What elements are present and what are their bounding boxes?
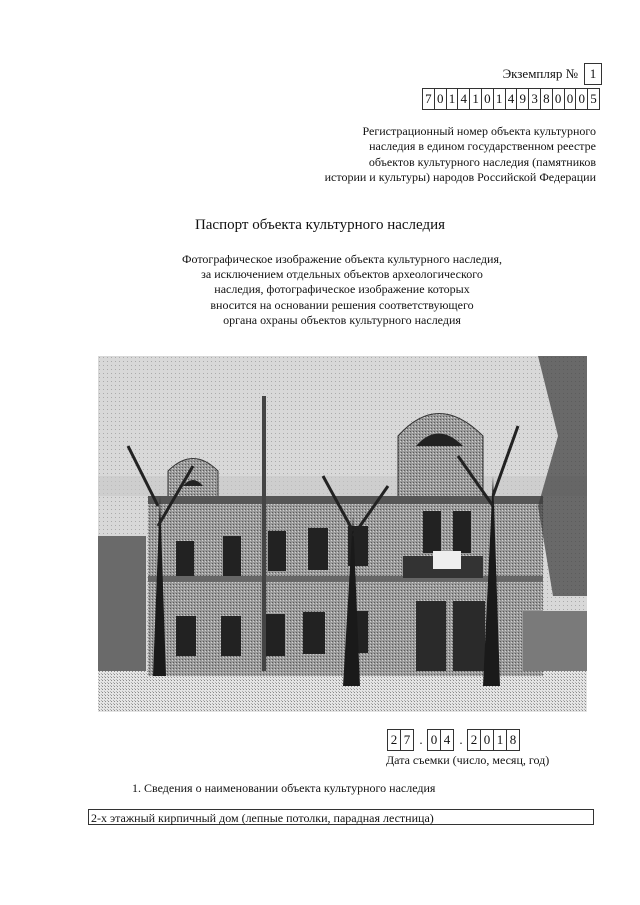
building-photo-svg bbox=[98, 356, 587, 712]
reg-digit: 4 bbox=[505, 88, 518, 110]
date-month-digit: 0 bbox=[427, 729, 441, 751]
page-title: Паспорт объекта культурного наследия bbox=[194, 217, 446, 233]
object-name-field: 2-х этажный кирпичный дом (лепные потолки, парадная лестница) bbox=[88, 809, 594, 825]
photo-description-line: Фотографическое изображение объекта культурного наследия, bbox=[182, 252, 502, 266]
reg-digit: 5 bbox=[587, 88, 600, 110]
date-year-digit: 2 bbox=[467, 729, 481, 751]
registration-number bbox=[423, 88, 600, 110]
photo-description bbox=[150, 252, 534, 328]
reg-digit: 1 bbox=[493, 88, 506, 110]
shoot-date-caption: Дата съемки (число, месяц, год) bbox=[386, 753, 550, 767]
registration-caption-line: Регистрационный номер объекта культурного bbox=[362, 124, 596, 138]
registration-caption-line: истории и культуры) народов Российской Федерации bbox=[324, 169, 596, 184]
photo-description-line: наследия, фотографическое изображение которых bbox=[214, 282, 470, 297]
reg-digit: 1 bbox=[446, 88, 459, 110]
building-photo bbox=[98, 356, 587, 712]
photo-description-line: за исключением отдельных объектов археологического bbox=[201, 267, 483, 282]
date-day-digit: 7 bbox=[400, 729, 414, 751]
reg-digit: 4 bbox=[457, 88, 470, 110]
date-day-digit: 2 bbox=[387, 729, 401, 751]
reg-digit: 3 bbox=[528, 88, 541, 110]
photo-description-line: органа охраны объектов культурного наследия bbox=[223, 312, 461, 327]
registration-caption bbox=[300, 124, 596, 185]
reg-digit: 0 bbox=[481, 88, 494, 110]
reg-digit: 0 bbox=[434, 88, 447, 110]
reg-digit: 8 bbox=[540, 88, 553, 110]
reg-digit: 0 bbox=[564, 88, 577, 110]
reg-digit: 0 bbox=[575, 88, 588, 110]
reg-digit: 1 bbox=[469, 88, 482, 110]
section-1-heading: 1. Сведения о наименовании объекта культурного наследия bbox=[132, 781, 436, 795]
reg-digit: 0 bbox=[552, 88, 565, 110]
registration-caption-line: наследия в едином государственном реестре bbox=[369, 139, 596, 154]
exemplar-field bbox=[430, 63, 602, 85]
date-month-digit: 4 bbox=[440, 729, 454, 751]
exemplar-number: 1 bbox=[584, 63, 602, 85]
date-separator: . bbox=[459, 732, 463, 747]
reg-digit: 9 bbox=[516, 88, 529, 110]
shoot-date bbox=[388, 729, 520, 751]
date-separator: . bbox=[419, 732, 423, 747]
date-year-digit: 0 bbox=[480, 729, 494, 751]
date-year-digit: 1 bbox=[493, 729, 507, 751]
registration-caption-line: объектов культурного наследия (памятников bbox=[368, 154, 596, 169]
photo-description-line: вносится на основании решения соответствующего bbox=[210, 297, 474, 312]
reg-digit: 7 bbox=[422, 88, 435, 110]
exemplar-label: Экземпляр № bbox=[502, 66, 578, 81]
date-year-digit: 8 bbox=[506, 729, 520, 751]
